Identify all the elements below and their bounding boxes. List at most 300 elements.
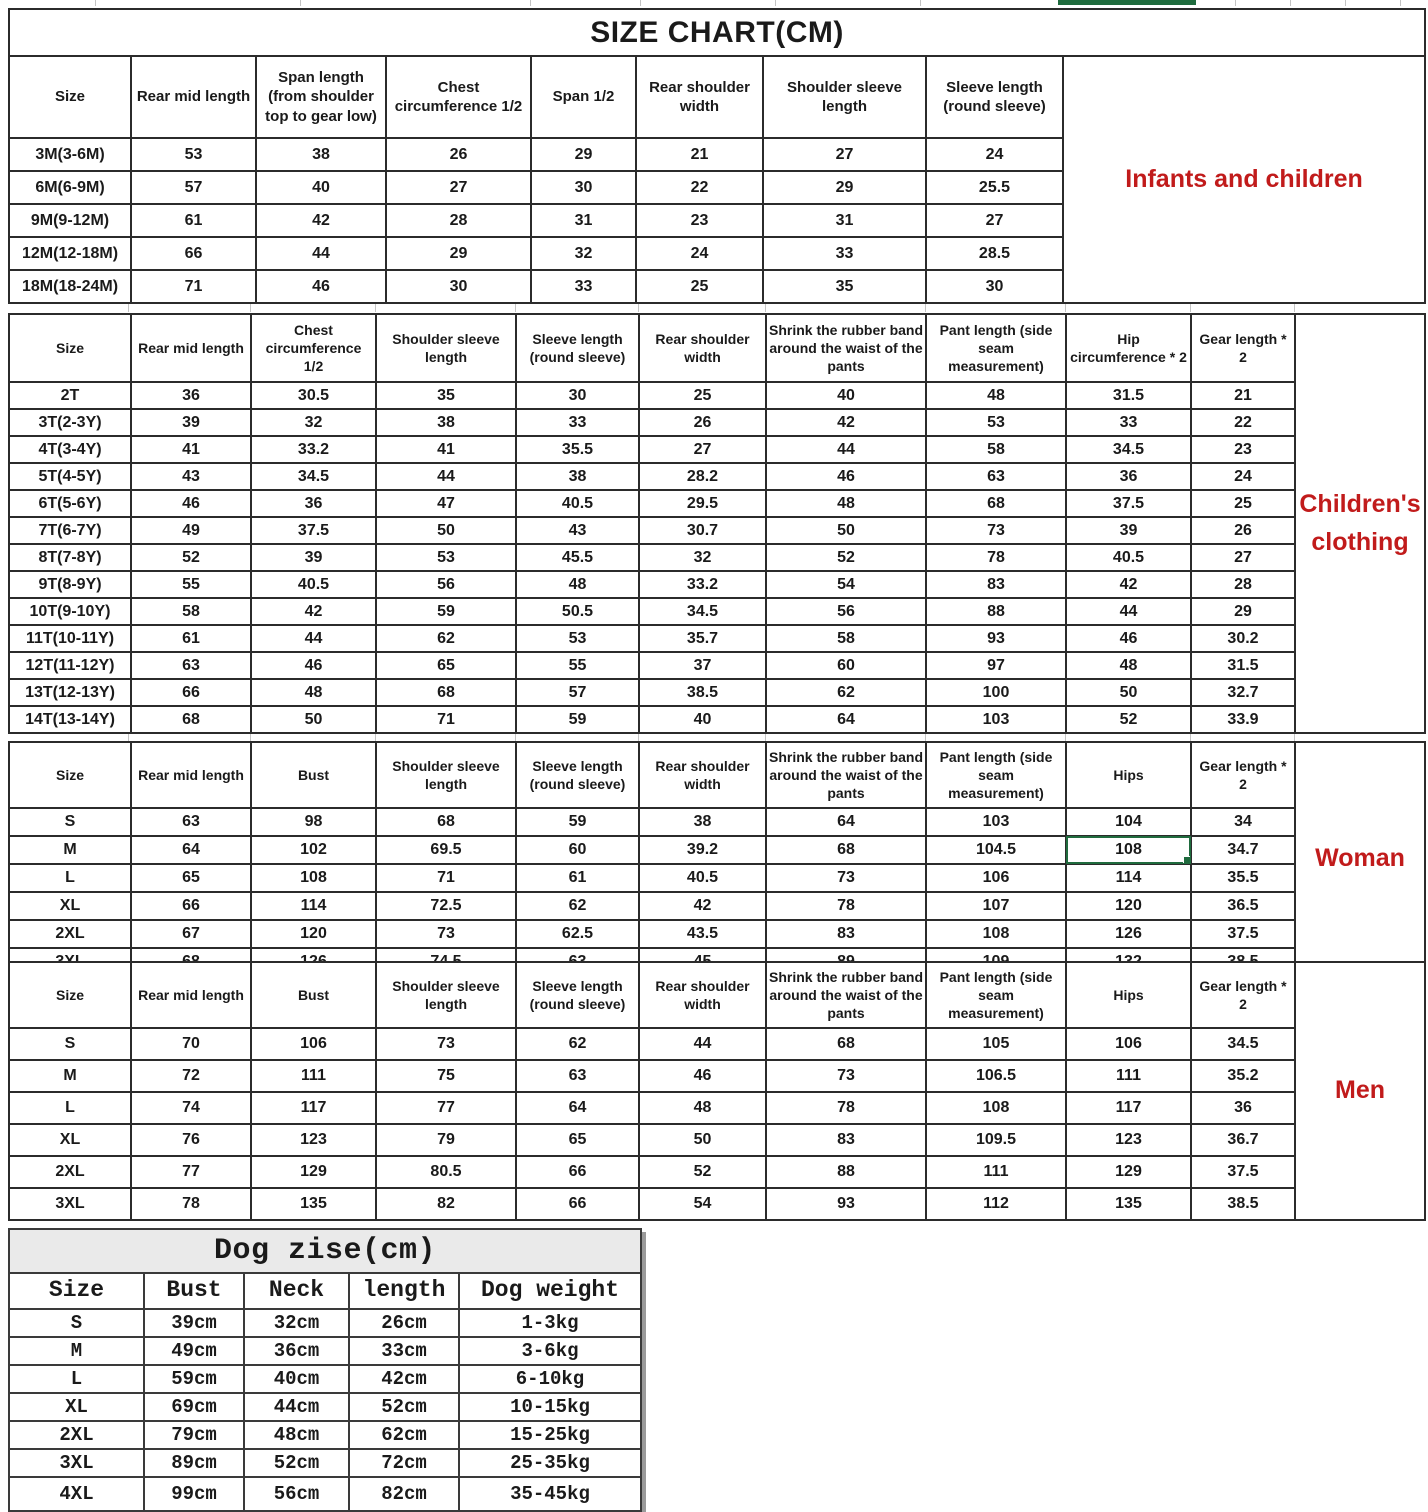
data-cell: 135 [251, 1188, 376, 1220]
data-cell: 30 [516, 382, 639, 409]
data-cell: 36 [131, 382, 251, 409]
size-cell: 13T(12-13Y) [9, 679, 131, 706]
data-cell: 35.7 [639, 625, 766, 652]
data-cell: 32 [531, 237, 636, 270]
header-cell: Dog weight [459, 1273, 641, 1309]
data-cell: 37 [639, 652, 766, 679]
size-cell: 3XL [9, 1449, 144, 1477]
size-cell: L [9, 1092, 131, 1124]
header-cell: Sleeve length (round sleeve) [516, 962, 639, 1028]
data-cell: 41 [376, 436, 516, 463]
data-cell: 36cm [244, 1337, 349, 1365]
header-cell: Sleeve length (round sleeve) [926, 56, 1063, 138]
data-cell: 106 [251, 1028, 376, 1060]
data-cell: 23 [636, 204, 763, 237]
data-cell: 32 [639, 544, 766, 571]
size-cell: 2XL [9, 1156, 131, 1188]
data-cell: 98 [251, 808, 376, 836]
data-cell: 38 [256, 138, 386, 171]
data-cell: 62 [516, 1028, 639, 1060]
data-cell: 38.5 [1191, 1188, 1295, 1220]
data-cell: 102 [251, 836, 376, 864]
data-cell: 73 [376, 920, 516, 948]
header-cell: Shrink the rubber band around the waist of the pants [766, 314, 926, 382]
data-cell: 42 [256, 204, 386, 237]
size-chart-title: SIZE CHART(CM) [9, 9, 1425, 56]
data-cell: 24 [1191, 463, 1295, 490]
header-cell: Chest circumference 1/2 [386, 56, 531, 138]
data-cell: 106.5 [926, 1060, 1066, 1092]
data-cell: 33.9 [1191, 706, 1295, 733]
size-cell: 4XL [9, 1477, 144, 1511]
data-cell: 68 [926, 490, 1066, 517]
data-cell: 58 [131, 598, 251, 625]
data-cell: 41 [131, 436, 251, 463]
data-cell: 120 [251, 920, 376, 948]
data-cell: 105 [926, 1028, 1066, 1060]
data-cell: 88 [766, 1156, 926, 1188]
data-cell: 73 [926, 517, 1066, 544]
data-cell: 50 [376, 517, 516, 544]
data-cell: 62cm [349, 1421, 459, 1449]
size-cell: 8T(7-8Y) [9, 544, 131, 571]
size-cell: XL [9, 1124, 131, 1156]
data-cell: 36 [251, 490, 376, 517]
data-cell: 78 [926, 544, 1066, 571]
data-cell: 48cm [244, 1421, 349, 1449]
data-cell: 40 [639, 706, 766, 733]
data-cell: 117 [251, 1092, 376, 1124]
data-cell: 60 [516, 836, 639, 864]
data-cell: 78 [766, 1092, 926, 1124]
data-cell: 42 [766, 409, 926, 436]
data-cell: 65 [516, 1124, 639, 1156]
data-cell: 28.2 [639, 463, 766, 490]
data-cell: 36.5 [1191, 892, 1295, 920]
header-cell: Pant length (side seam measurement) [926, 962, 1066, 1028]
data-cell: 50 [766, 517, 926, 544]
data-cell: 62.5 [516, 920, 639, 948]
data-cell: 53 [131, 138, 256, 171]
data-cell: 73 [766, 1060, 926, 1092]
data-cell: 48 [516, 571, 639, 598]
header-cell: Pant length (side seam measurement) [926, 742, 1066, 808]
data-cell: 44 [376, 463, 516, 490]
data-cell: 30 [926, 270, 1063, 303]
data-cell: 32 [251, 409, 376, 436]
data-cell: 63 [131, 652, 251, 679]
data-cell: 42 [1066, 571, 1191, 598]
data-cell: 73 [766, 864, 926, 892]
data-cell: 72.5 [376, 892, 516, 920]
data-cell: 64 [131, 836, 251, 864]
data-cell: 37.5 [1191, 920, 1295, 948]
data-cell: 46 [256, 270, 386, 303]
data-cell: 30.5 [251, 382, 376, 409]
data-cell: 34.5 [1191, 1028, 1295, 1060]
data-cell: 58 [926, 436, 1066, 463]
data-cell: 34.5 [639, 598, 766, 625]
data-cell: 82 [376, 1188, 516, 1220]
data-cell: 49cm [144, 1337, 244, 1365]
data-cell: 76 [131, 1124, 251, 1156]
data-cell: 44 [256, 237, 386, 270]
data-cell: 60 [766, 652, 926, 679]
data-cell: 1-3kg [459, 1309, 641, 1337]
size-cell: L [9, 1365, 144, 1393]
data-cell: 26cm [349, 1309, 459, 1337]
data-cell: 27 [386, 171, 531, 204]
size-cell: 2T [9, 382, 131, 409]
data-cell: 30 [386, 270, 531, 303]
data-cell: 46 [251, 652, 376, 679]
data-cell: 107 [926, 892, 1066, 920]
data-cell: 103 [926, 808, 1066, 836]
data-cell: 34 [1191, 808, 1295, 836]
data-cell: 38.5 [639, 679, 766, 706]
size-cell: 6T(5-6Y) [9, 490, 131, 517]
data-cell: 23 [1191, 436, 1295, 463]
data-cell: 48 [251, 679, 376, 706]
data-cell: 39 [1066, 517, 1191, 544]
data-cell: 61 [131, 204, 256, 237]
data-cell: 52cm [349, 1393, 459, 1421]
data-cell: 27 [763, 138, 926, 171]
data-cell: 77 [131, 1156, 251, 1188]
data-cell: 71 [376, 864, 516, 892]
data-cell: 117 [1066, 1092, 1191, 1124]
size-cell: 14T(13-14Y) [9, 706, 131, 733]
data-cell: 46 [131, 490, 251, 517]
data-cell: 26 [639, 409, 766, 436]
data-cell: 79 [376, 1124, 516, 1156]
data-cell: 54 [766, 571, 926, 598]
data-cell: 21 [1191, 382, 1295, 409]
data-cell: 35.2 [1191, 1060, 1295, 1092]
data-cell: 43.5 [639, 920, 766, 948]
data-cell: 72 [131, 1060, 251, 1092]
data-cell: 31.5 [1191, 652, 1295, 679]
data-cell: 35.5 [1191, 864, 1295, 892]
data-cell: 48 [639, 1092, 766, 1124]
header-cell: Rear shoulder width [636, 56, 763, 138]
data-cell: 6-10kg [459, 1365, 641, 1393]
data-cell: 52 [639, 1156, 766, 1188]
data-cell: 26 [1191, 517, 1295, 544]
data-cell: 65 [131, 864, 251, 892]
size-cell: 12M(12-18M) [9, 237, 131, 270]
size-cell: M [9, 1060, 131, 1092]
data-cell: 29.5 [639, 490, 766, 517]
dog-size-table [8, 1228, 642, 1512]
woman-size-table [8, 741, 1426, 977]
data-cell: 44 [639, 1028, 766, 1060]
data-cell: 50 [639, 1124, 766, 1156]
data-cell: 111 [1066, 1060, 1191, 1092]
data-cell: 104.5 [926, 836, 1066, 864]
data-cell: 40.5 [1066, 544, 1191, 571]
data-cell: 68 [766, 1028, 926, 1060]
data-cell: 25.5 [926, 171, 1063, 204]
header-cell: Rear mid length [131, 962, 251, 1028]
dog-size-title: Dog zise(cm) [9, 1229, 641, 1273]
data-cell[interactable]: 108 [1066, 836, 1191, 864]
data-cell: 100 [926, 679, 1066, 706]
header-cell: Size [9, 1273, 144, 1309]
size-cell: S [9, 808, 131, 836]
data-cell: 46 [766, 463, 926, 490]
data-cell: 47 [376, 490, 516, 517]
data-cell: 89cm [144, 1449, 244, 1477]
table-label-woman: Woman [1295, 742, 1425, 976]
data-cell: 61 [131, 625, 251, 652]
data-cell: 33 [1066, 409, 1191, 436]
data-cell: 54 [639, 1188, 766, 1220]
size-cell: L [9, 864, 131, 892]
data-cell: 79cm [144, 1421, 244, 1449]
header-cell: Rear mid length [131, 56, 256, 138]
data-cell: 88 [926, 598, 1066, 625]
data-cell: 33.2 [251, 436, 376, 463]
men-size-table [8, 961, 1426, 1221]
data-cell: 40.5 [639, 864, 766, 892]
data-cell: 83 [926, 571, 1066, 598]
data-cell: 40 [766, 382, 926, 409]
data-cell: 44 [251, 625, 376, 652]
data-cell: 48 [1066, 652, 1191, 679]
data-cell: 62 [766, 679, 926, 706]
header-cell: Pant length (side seam measurement) [926, 314, 1066, 382]
header-cell: Neck [244, 1273, 349, 1309]
data-cell: 59 [376, 598, 516, 625]
data-cell: 52 [131, 544, 251, 571]
data-cell: 25 [639, 382, 766, 409]
data-cell: 32cm [244, 1309, 349, 1337]
data-cell: 78 [766, 892, 926, 920]
data-cell: 34.5 [1066, 436, 1191, 463]
data-cell: 35 [376, 382, 516, 409]
header-cell: Sleeve length (round sleeve) [516, 742, 639, 808]
data-cell: 68 [766, 836, 926, 864]
data-cell: 93 [926, 625, 1066, 652]
header-cell: Rear mid length [131, 742, 251, 808]
header-cell: Shoulder sleeve length [376, 742, 516, 808]
data-cell: 67 [131, 920, 251, 948]
data-cell: 31.5 [1066, 382, 1191, 409]
data-cell: 111 [926, 1156, 1066, 1188]
data-cell: 56cm [244, 1477, 349, 1511]
header-cell: Gear length * 2 [1191, 742, 1295, 808]
header-cell: Shoulder sleeve length [376, 962, 516, 1028]
size-cell: 9T(8-9Y) [9, 571, 131, 598]
data-cell: 61 [516, 864, 639, 892]
data-cell: 29 [531, 138, 636, 171]
data-cell: 39 [131, 409, 251, 436]
header-cell: Shrink the rubber band around the waist of the pants [766, 962, 926, 1028]
header-cell: Rear mid length [131, 314, 251, 382]
data-cell: 83 [766, 920, 926, 948]
header-cell: Bust [251, 742, 376, 808]
data-cell: 37.5 [1191, 1156, 1295, 1188]
data-cell: 53 [376, 544, 516, 571]
data-cell: 59 [516, 808, 639, 836]
size-cell: 11T(10-11Y) [9, 625, 131, 652]
data-cell: 57 [516, 679, 639, 706]
data-cell: 64 [766, 706, 926, 733]
data-cell: 123 [1066, 1124, 1191, 1156]
header-cell: Sleeve length (round sleeve) [516, 314, 639, 382]
header-cell: Size [9, 314, 131, 382]
data-cell: 52cm [244, 1449, 349, 1477]
data-cell: 50.5 [516, 598, 639, 625]
data-cell: 64 [516, 1092, 639, 1124]
data-cell: 120 [1066, 892, 1191, 920]
data-cell: 38 [639, 808, 766, 836]
data-cell: 35-45kg [459, 1477, 641, 1511]
size-cell: S [9, 1309, 144, 1337]
data-cell: 27 [926, 204, 1063, 237]
data-cell: 36 [1066, 463, 1191, 490]
data-cell: 25-35kg [459, 1449, 641, 1477]
data-cell: 37.5 [1066, 490, 1191, 517]
data-cell: 77 [376, 1092, 516, 1124]
data-cell: 93 [766, 1188, 926, 1220]
data-cell: 42cm [349, 1365, 459, 1393]
data-cell: 68 [376, 679, 516, 706]
data-cell: 78 [131, 1188, 251, 1220]
data-cell: 52 [766, 544, 926, 571]
size-cell: 2XL [9, 920, 131, 948]
data-cell: 30 [531, 171, 636, 204]
data-cell: 22 [1191, 409, 1295, 436]
data-cell: 83 [766, 1124, 926, 1156]
header-cell: Rear shoulder width [639, 962, 766, 1028]
header-cell: Shoulder sleeve length [376, 314, 516, 382]
size-cell: XL [9, 892, 131, 920]
data-cell: 114 [1066, 864, 1191, 892]
data-cell: 53 [926, 409, 1066, 436]
data-cell: 22 [636, 171, 763, 204]
data-cell: 29 [386, 237, 531, 270]
size-cell: 10T(9-10Y) [9, 598, 131, 625]
data-cell: 48 [766, 490, 926, 517]
header-cell: Bust [144, 1273, 244, 1309]
data-cell: 114 [251, 892, 376, 920]
data-cell: 72cm [349, 1449, 459, 1477]
data-cell: 111 [251, 1060, 376, 1092]
header-cell: Rear shoulder width [639, 314, 766, 382]
size-cell: 3T(2-3Y) [9, 409, 131, 436]
data-cell: 27 [639, 436, 766, 463]
size-cell: 3M(3-6M) [9, 138, 131, 171]
data-cell: 66 [516, 1156, 639, 1188]
size-cell: 3XL [9, 1188, 131, 1220]
size-cell: 9M(9-12M) [9, 204, 131, 237]
data-cell: 59 [516, 706, 639, 733]
data-cell: 34.7 [1191, 836, 1295, 864]
data-cell: 46 [639, 1060, 766, 1092]
data-cell: 3-6kg [459, 1337, 641, 1365]
infants-size-table [8, 8, 1426, 304]
data-cell: 135 [1066, 1188, 1191, 1220]
header-cell: length [349, 1273, 459, 1309]
header-cell: Gear length * 2 [1191, 314, 1295, 382]
data-cell: 33cm [349, 1337, 459, 1365]
data-cell: 129 [251, 1156, 376, 1188]
data-cell: 66 [131, 237, 256, 270]
data-cell: 28 [386, 204, 531, 237]
data-cell: 25 [636, 270, 763, 303]
header-cell: Size [9, 742, 131, 808]
data-cell: 108 [926, 920, 1066, 948]
data-cell: 112 [926, 1188, 1066, 1220]
header-cell: Bust [251, 962, 376, 1028]
data-cell: 49 [131, 517, 251, 544]
data-cell: 21 [636, 138, 763, 171]
data-cell: 43 [516, 517, 639, 544]
data-cell: 38 [516, 463, 639, 490]
header-cell: Hips [1066, 962, 1191, 1028]
data-cell: 37.5 [251, 517, 376, 544]
data-cell: 50 [251, 706, 376, 733]
data-cell: 33 [531, 270, 636, 303]
data-cell: 30.7 [639, 517, 766, 544]
data-cell: 62 [376, 625, 516, 652]
data-cell: 10-15kg [459, 1393, 641, 1421]
data-cell: 68 [376, 808, 516, 836]
data-cell: 24 [926, 138, 1063, 171]
data-cell: 74 [131, 1092, 251, 1124]
data-cell: 106 [1066, 1028, 1191, 1060]
data-cell: 36 [1191, 1092, 1295, 1124]
data-cell: 39 [251, 544, 376, 571]
size-cell: M [9, 836, 131, 864]
data-cell: 62 [516, 892, 639, 920]
data-cell: 59cm [144, 1365, 244, 1393]
data-cell: 40.5 [251, 571, 376, 598]
header-cell: Hips [1066, 742, 1191, 808]
size-cell: M [9, 1337, 144, 1365]
data-cell: 97 [926, 652, 1066, 679]
data-cell: 28.5 [926, 237, 1063, 270]
size-cell: 12T(11-12Y) [9, 652, 131, 679]
data-cell: 40 [256, 171, 386, 204]
data-cell: 25 [1191, 490, 1295, 517]
data-cell: 66 [131, 679, 251, 706]
data-cell: 103 [926, 706, 1066, 733]
header-cell: Span length (from shoulder top to gear low) [256, 56, 386, 138]
data-cell: 65 [376, 652, 516, 679]
data-cell: 42 [251, 598, 376, 625]
data-cell: 104 [1066, 808, 1191, 836]
header-cell: Span 1/2 [531, 56, 636, 138]
data-cell: 63 [131, 808, 251, 836]
data-cell: 129 [1066, 1156, 1191, 1188]
data-cell: 29 [1191, 598, 1295, 625]
size-cell: 4T(3-4Y) [9, 436, 131, 463]
data-cell: 31 [763, 204, 926, 237]
data-cell: 63 [516, 1060, 639, 1092]
data-cell: 24 [636, 237, 763, 270]
data-cell: 71 [131, 270, 256, 303]
data-cell: 63 [926, 463, 1066, 490]
data-cell: 123 [251, 1124, 376, 1156]
data-cell: 48 [926, 382, 1066, 409]
header-cell: Size [9, 962, 131, 1028]
data-cell: 82cm [349, 1477, 459, 1511]
data-cell: 30.2 [1191, 625, 1295, 652]
data-cell: 108 [251, 864, 376, 892]
